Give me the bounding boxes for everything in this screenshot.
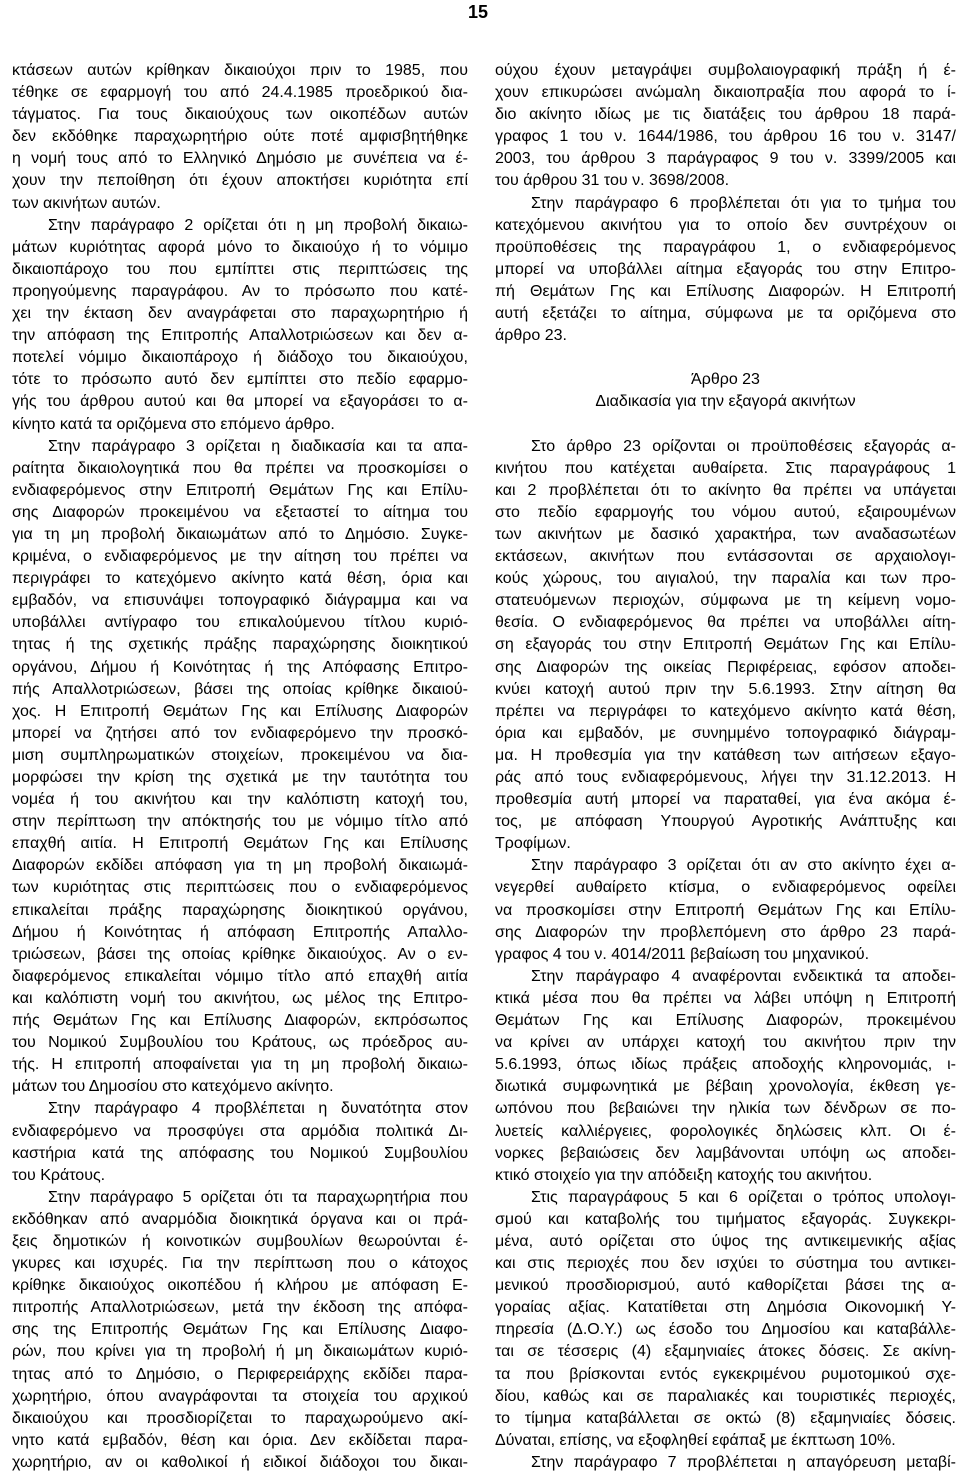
text-line: χωρητήριο, αν οι καθολικοί ή ειδικοί διάδοχοι του δικαι- bbox=[12, 1453, 468, 1471]
paragraph bbox=[12, 60, 468, 215]
text-line: κτάσεων αυτών κρίθηκαν δικαιούχοι πριν το 1985, που bbox=[12, 62, 468, 79]
text-line: η νομή τους από το Ελληνικό Δημόσιο με συνέπεια να έ- bbox=[12, 150, 468, 168]
text-line: για τη μη προβολή δικαιωμάτων από το Δημόσιο. Συγκε- bbox=[12, 525, 468, 543]
text-line: εκτάσεων, ακινήτων που εντάσσονται σε αρχαιολογι- bbox=[495, 548, 956, 566]
text-line: ενδιαφερόμενο να προσφύγει στα αρμόδια πολιτικά Δι- bbox=[12, 1122, 468, 1140]
text-line: περιγράφει το κατεχόμενο ακίνητο κατά θέση, όρια και bbox=[12, 570, 468, 588]
paragraph bbox=[495, 436, 956, 856]
text-line: κατεχόμενου ακινήτου για το οποίο δεν συντρέχουν οι bbox=[495, 216, 956, 234]
text-line: ση εξαγοράς του στην Επιτροπή Θεμάτων Γης και Επίλυ- bbox=[495, 636, 956, 654]
text-line: το τίμημα καταβάλλεται σε οκτώ (8) εξαμηνιαίες δόσεις. bbox=[495, 1409, 956, 1427]
text-line: του άρθρου 31 του ν. 3698/2008. bbox=[495, 172, 730, 190]
text-line: χος. Η Επιτροπή Θεμάτων Γης και Επίλυσης Διαφορών bbox=[12, 702, 468, 720]
text-line: σμού και καταβολής του τιμήματος εξαγοράς. Συγκεκρι- bbox=[495, 1210, 956, 1228]
text-line: νεγερθεί αυθαίρετο κτίσμα, ο ενδιαφερόμενος οφείλει bbox=[495, 879, 956, 897]
text-line: μιση συμπληρωματικών στοιχείων, προκειμένου να δια- bbox=[12, 746, 468, 764]
text-line: τητας από το Δημόσιο, ο Περιφερειάρχης εκδίδει παρα- bbox=[12, 1365, 468, 1383]
text-line: γραφος 1 του ν. 1644/1986, του άρθρου 16 του ν. 3147/ bbox=[495, 128, 956, 146]
text-line: Θεμάτων Γης και Επίλυσης Διαφορών, προκειμένου bbox=[495, 1012, 956, 1030]
text-line: γκυρες και ισχυρές. Για την περίπτωση που ο κάτοχος bbox=[12, 1255, 468, 1273]
text-line: διωτικά συμφωνητικά με βέβαιη χρονολογία, έκθεση γε- bbox=[495, 1078, 956, 1096]
text-line: Στην παράγραφο 7 προβλέπεται η απαγόρευση μεταβί- bbox=[531, 1453, 956, 1471]
paragraph bbox=[495, 1187, 956, 1452]
text-line: ποτελεί νόμιμο δικαιοπάροχο ή διάδοχο του δικαιούχου, bbox=[12, 349, 468, 367]
text-line: χουν επικυρώσει ανώμαλη δικαιοπραξία που αφορά το ί- bbox=[495, 84, 956, 102]
text-line: νορκες βεβαιώσεις δεν λαμβάνονται υπόψη ως αποδει- bbox=[495, 1144, 956, 1162]
paragraph bbox=[12, 1187, 468, 1474]
text-line: ενδιαφερόμενος στην Επιτροπή Θεμάτων Γης και Επίλυ- bbox=[12, 481, 468, 499]
paragraph bbox=[495, 966, 956, 1187]
text-line: τής. Η επιτροπή αποφαίνεται για τη μη προβολή δικαιω- bbox=[12, 1056, 468, 1074]
text-line: κτικά μέσα που θα πρέπει να λάβει υπόψη η Επιτροπή bbox=[495, 989, 956, 1007]
text-line: Δήμου ή Κοινότητας ή απόφαση Επιτροπής Απαλλο- bbox=[12, 923, 468, 941]
right-column bbox=[495, 60, 956, 1474]
text-line: όρια και εμβαδόν, με συνημμένο τοπογραφικό διάγραμ- bbox=[495, 724, 956, 742]
paragraph bbox=[12, 1098, 468, 1186]
paragraph bbox=[495, 60, 956, 193]
text-line: ραίτητα δικαιολογητικά που θα πρέπει να προσκομίσει ο bbox=[12, 459, 468, 477]
text-line: Στην παράγραφο 3 ορίζεται η διαδικασία και τα απα- bbox=[48, 437, 468, 455]
text-line: του Νομικού Συμβουλίου του Κράτους, ως πρόεδρος αυ- bbox=[12, 1034, 468, 1052]
article-heading bbox=[495, 347, 956, 435]
text-line: Στην παράγραφο 3 ορίζεται ότι αν στο ακίνητο έχει α- bbox=[531, 857, 956, 875]
paragraph bbox=[495, 193, 956, 348]
text-line: υποβάλλει αντίγραφο του επικαλούμενου τίτλου κυριό- bbox=[12, 614, 468, 632]
text-line: και καλόπιστη νομή του ακινήτου, ως μέλος της Επιτρο- bbox=[12, 989, 468, 1007]
text-line: μπορεί να ζητήσει από τον ενδιαφερόμενο την προσκό- bbox=[12, 724, 468, 742]
text-line: χουν την πεποίθηση ότι έχουν αποκτήσει κυριότητα επί bbox=[12, 172, 468, 190]
text-line: πής Απαλλοτριώσεων, βάσει της οποίας κρίθηκε δικαιού- bbox=[12, 680, 468, 698]
text-line: σης της Επιτροπής Θεμάτων Γης και Επίλυσης Διαφο- bbox=[12, 1321, 468, 1339]
text-line: πηρεσία (Δ.Ο.Υ.) ως έσοδο του Δημοσίου και καταβάλλε- bbox=[495, 1321, 956, 1339]
text-line: κινήτου που κατέχεται αυθαίρετα. Στις παραγράφους 1 bbox=[495, 459, 956, 477]
text-line: ρών, που κρίνει για τη προβολή ή μη δικαιωμάτων κυριό- bbox=[12, 1343, 468, 1361]
text-line: νομέα ή του ακινήτου και την καλόπιστη κατοχή του, bbox=[12, 791, 468, 809]
text-line: πρέπει να περιγράφει το κατεχόμενο ακίνητο κατά θέση, bbox=[495, 702, 956, 720]
paragraph bbox=[12, 215, 468, 436]
text-line: τος, με απόφαση Υπουργού Αγροτικής Ανάπτυξης και bbox=[495, 813, 956, 831]
text-line: καστήρια κατά της απόφασης του Νομικού Συμβουλίου bbox=[12, 1144, 468, 1162]
text-line: χει την έκταση δεν αναγράφεται στο παραχωρητήριο ή bbox=[12, 305, 468, 323]
text-line: κίνητο κατά τα οριζόμενα στο επόμενο άρθρο. bbox=[12, 415, 335, 433]
text-line: δικαιοπάροχο του που εμπίπτει στις περιπτώσεις της bbox=[12, 260, 468, 278]
text-line: χωρητήριο, όπου αναγράφονται τα στοιχεία του αρχικού bbox=[12, 1387, 468, 1405]
text-line: Δύναται, επίσης, να εξοφληθεί εφάπαξ με έκπτωση 10%. bbox=[495, 1431, 896, 1449]
text-line: γής του άρθρου αυτού και θα μπορεί να εξαγοράσει το α- bbox=[12, 393, 468, 411]
text-line: κνύει κατοχή αυτού πριν την 5.6.1993. Στην αίτηση θα bbox=[495, 680, 956, 698]
text-line: του Κράτους. bbox=[12, 1166, 106, 1184]
text-line: των κυριότητας στις περιπτώσεις που ο ενδιαφερόμενος bbox=[12, 879, 468, 897]
text-line: διο ακίνητο ιδίως με τις διατάξεις του άρθρου 18 παρά- bbox=[495, 106, 956, 124]
text-line: κριμένα, ο ενδιαφερόμενος με την αίτηση του πρέπει να bbox=[12, 548, 468, 566]
text-line: γοραίας αξίας. Κατατίθεται στη Δημόσια Οικονομική Υ- bbox=[495, 1299, 956, 1317]
text-line: κρίθηκε δικαιούχος οικοπέδου ή κλήρου με απόφαση Ε- bbox=[12, 1277, 468, 1295]
text-line: κούς χώρους, του αιγιαλού, την παραλία και των προ- bbox=[495, 570, 956, 588]
text-line: Στην παράγραφο 2 ορίζεται ότι η μη προβολή δικαιω- bbox=[48, 216, 468, 234]
text-line: τα που βρίσκονται εντός εγκεκριμένου ρυμοτομικού σχε- bbox=[495, 1365, 956, 1383]
text-line: Στην παράγραφο 4 αναφέρονται ενδεικτικά τα αποδει- bbox=[531, 967, 956, 985]
text-line: μάτων κυριότητας αφορά μόνο το δικαιούχο ή το νόμιμο bbox=[12, 238, 468, 256]
text-line: τητας ή της σχετικής πράξης παραχώρησης διοικητικού bbox=[12, 636, 468, 654]
text-line: ται σε τέσσερις (4) εξαμηνιαίες άτοκες δόσεις. Σε ακίνη- bbox=[495, 1343, 956, 1361]
text-line: ξεις δημοτικών ή κοινοτικών συμβουλίων θεωρούνται έ- bbox=[12, 1232, 468, 1250]
text-line: ούχου έχουν μεταγράψει συμβολαιογραφική πράξη ή έ- bbox=[495, 62, 956, 79]
text-line: Διαφορών εκδίδει απόφαση για τη μη προβολή δικαιωμά- bbox=[12, 857, 468, 875]
text-line: πιτροπής Απαλλοτριώσεων, μετά την έκδοση της απόφα- bbox=[12, 1299, 468, 1317]
text-line: ωπόνου που βεβαιώνει την ηλικία των δένδρων σε πο- bbox=[495, 1100, 956, 1118]
text-line: σης Διαφορών προκειμένου να εξεταστεί το αίτημα του bbox=[12, 503, 468, 521]
text-line: τότε το πρόσωπο αυτό δεν εμπίπτει στο πεδίο εφαρμο- bbox=[12, 371, 468, 389]
text-line: άρθρο 23. bbox=[495, 327, 567, 345]
paragraph bbox=[495, 1452, 956, 1474]
text-line: κτικό στοιχείο για την απόδειξη κατοχής του ακινήτου. bbox=[495, 1166, 873, 1184]
text-line: πή Θεμάτων Γης και Επίλυσης Διαφορών. Η Επιτροπή bbox=[495, 282, 956, 300]
text-line: εμβαδόν, να επισυνάψει τοπογραφικό διάγραμμα και να bbox=[12, 592, 468, 610]
text-line: διαφερόμενος επικαλείται νόμιμο τίτλο από επαχθή αιτία bbox=[12, 967, 468, 985]
left-column bbox=[12, 60, 468, 1474]
text-line: δίου, καθώς και σε παραλιακές και τουριστικές περιοχές, bbox=[495, 1387, 956, 1405]
text-line: οργάνου, Δήμου ή Κοινότητας ή της Απόφασης Επιτρο- bbox=[12, 658, 468, 676]
paragraph bbox=[12, 436, 468, 1099]
text-line: νητο κατά εμβαδόν, θέση και όρια. Δεν εκδίδεται παρα- bbox=[12, 1431, 468, 1449]
text-line: δεν εκδόθηκε παραχωρητήριο ούτε ποτέ αμφισβητήθηκε bbox=[12, 128, 468, 146]
text-line: στατευόμενων περιοχών, σύμφωνα με τη κείμενη νομο- bbox=[495, 592, 956, 610]
text-line: θεσία. Ο ενδιαφερόμενος θα πρέπει να υποβάλλει αίτη- bbox=[495, 614, 956, 632]
page-number: 15 bbox=[467, 2, 489, 22]
text-line: και 2 προβλέπεται ότι το ακίνητο θα πρέπει να υπάγεται bbox=[495, 481, 956, 499]
paragraph bbox=[495, 855, 956, 965]
text-line: μα. Η προθεσμία για την κατάθεση των αιτήσεων εξαγο- bbox=[495, 746, 956, 764]
text-line: την απόφαση της Επιτροπής Απαλλοτριώσεων και δεν α- bbox=[12, 327, 468, 345]
article-title: Διαδικασία για την εξαγορά ακινήτων bbox=[595, 393, 856, 411]
text-line: Στις παραγράφους 5 και 6 ορίζεται ο τρόπος υπολογι- bbox=[531, 1188, 956, 1206]
text-line: επικαλείται πράξης παραχώρησης διοικητικού οργάνου, bbox=[12, 901, 468, 919]
text-line: τέθηκε σε εφαρμογή του από 24.4.1985 προεδρικού δια- bbox=[12, 84, 468, 102]
text-line: πής Θεμάτων Γης και Επίλυσης Διαφορών, εκπρόσωπος bbox=[12, 1012, 468, 1030]
text-line: και στις περιοχές που δεν ισχύει το σύστημα του αντικει- bbox=[495, 1255, 956, 1273]
text-line: μενικού προσδιορισμού, αυτό καθορίζεται βάσει της α- bbox=[495, 1277, 956, 1295]
article-number: Άρθρο 23 bbox=[691, 371, 760, 389]
text-line: εκδόθηκαν από αναρμόδια διοικητικά όργανα και οι πρά- bbox=[12, 1210, 468, 1228]
text-line: Στην παράγραφο 4 προβλέπεται η δυνατότητα στον bbox=[48, 1100, 468, 1118]
text-line: 2003, του άρθρου 3 παράγραφος 9 του ν. 3399/2005 και bbox=[495, 150, 956, 168]
text-line: των ακινήτων αυτών. bbox=[12, 194, 161, 212]
text-line: μπορεί να υποβάλλει αίτημα εξαγοράς του στην Επιτρο- bbox=[495, 260, 956, 278]
text-line: προϋποθέσεις της παραγράφου 1, ο ενδιαφερόμενος bbox=[495, 238, 956, 256]
text-line: αυτή εξετάζει το αίτημα, σύμφωνα με τα οριζόμενα στο bbox=[495, 305, 956, 323]
text-line: στην περίπτωση την απόκτησής του με νόμιμο τίτλο από bbox=[12, 813, 468, 831]
text-line: σης Διαφορών την προβλεπόμενη στο άρθρο 23 παρά- bbox=[495, 923, 956, 941]
text-line: Στην παράγραφο 5 ορίζεται ότι τα παραχωρητήρια που bbox=[48, 1188, 468, 1206]
text-line: Τροφίμων. bbox=[495, 835, 571, 853]
text-line: τάγματος. Για τους δικαιούχους των οικοπέδων αυτών bbox=[12, 106, 468, 124]
text-line: μάτων του Δημοσίου στο κατεχόμενο ακίνητο. bbox=[12, 1078, 334, 1096]
text-line: στο πεδίο εφαρμογής του νόμου αυτού, εξαιρουμένων bbox=[495, 503, 956, 521]
text-line: γραφος 4 του ν. 4014/2011 βεβαίωση του μηχανικού. bbox=[495, 945, 870, 963]
text-line: δικαιούχου και προσδιορίζεται το παραχωρούμενο ακί- bbox=[12, 1409, 468, 1427]
text-line: ράς από τους ενδιαφερόμενους, λήγει την 31.12.2013. Η bbox=[495, 769, 956, 786]
text-line: επαχθή αιτία. Η Επιτροπή Θεμάτων Γης και Επίλυσης bbox=[12, 835, 468, 853]
text-line: σης Διαφορών της οικείας Περιφέρειας, εφόσον αποδει- bbox=[495, 658, 956, 676]
text-line: Στο άρθρο 23 ορίζονται οι προϋποθέσεις εξαγοράς α- bbox=[531, 437, 956, 455]
text-line: προηγούμενης παραγράφου. Αν το πρόσωπο που κατέ- bbox=[12, 282, 468, 300]
text-line: τριώσεων, βάσει της οποίας κρίθηκε δικαιούχος. Αν ο εν- bbox=[12, 945, 468, 963]
text-line: λυετείς καλλιέργειες, φορολογικές δηλώσεις κλπ. Οι έ- bbox=[495, 1122, 956, 1140]
text-line: των ακινήτων με δασικό χαρακτήρα, των αναδασωτέων bbox=[495, 525, 956, 543]
text-line: προθεσμία αυτή μπορεί να παραταθεί, για ένα ακόμα έ- bbox=[495, 791, 956, 809]
text-line: 5.6.1993, όπως ιδίως πράξεις αποδοχής κληρονομιάς, ι- bbox=[495, 1056, 956, 1074]
text-line: να προσκομίσει στην Επιτροπή Θεμάτων Γης και Επίλυ- bbox=[495, 901, 956, 919]
text-line: μορφώσει την κρίση της σχετικά με την ταυτότητα του bbox=[12, 769, 468, 786]
text-line: μένα, αυτό ορίζεται στο ύψος της αντικειμενικής αξίας bbox=[495, 1232, 956, 1250]
text-line: να κρίνει αν υπάρχει κατοχή του ακινήτου πριν την bbox=[495, 1034, 956, 1052]
text-line: Στην παράγραφο 6 προβλέπεται ότι για το τμήμα του bbox=[531, 194, 956, 212]
